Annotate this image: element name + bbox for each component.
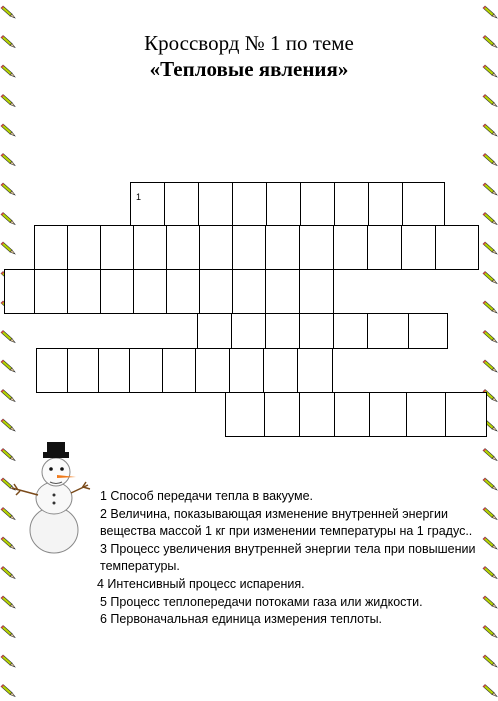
crossword-cell[interactable] [133, 225, 167, 270]
pencil-icon [1, 6, 15, 18]
pencil-icon [1, 154, 15, 166]
pencil-icon [483, 626, 497, 638]
pencil-icon [483, 360, 497, 372]
crossword-cell[interactable] [333, 313, 368, 349]
crossword-cell[interactable] [195, 348, 230, 393]
crossword-cell[interactable] [98, 348, 130, 393]
pencil-icon [1, 360, 15, 372]
pencil-icon [483, 685, 497, 697]
crossword-cell[interactable] [445, 392, 487, 437]
crossword-cell[interactable] [367, 225, 402, 270]
crossword-cell[interactable] [164, 182, 199, 226]
pencil-icon [1, 567, 15, 579]
pencil-border-left [0, 0, 16, 701]
crossword-cell[interactable] [299, 392, 335, 437]
crossword-cell[interactable] [129, 348, 163, 393]
crossword-cell[interactable] [199, 269, 233, 314]
crossword-cell[interactable] [406, 392, 446, 437]
pencil-icon [483, 567, 497, 579]
crossword-cell[interactable] [34, 225, 68, 270]
crossword-row-4 [197, 313, 448, 349]
pencil-icon [483, 183, 497, 195]
crossword-cell[interactable] [100, 269, 134, 314]
pencil-icon [1, 685, 15, 697]
crossword-cell[interactable] [266, 182, 301, 226]
pencil-icon [483, 596, 497, 608]
crossword-cell[interactable] [197, 313, 232, 349]
crossword-cell[interactable] [369, 392, 407, 437]
crossword-cell[interactable] [67, 348, 99, 393]
crossword-cell[interactable] [67, 269, 101, 314]
crossword-cell[interactable] [300, 182, 335, 226]
title-line-2: «Тепловые явления» [149, 57, 349, 81]
crossword-cell[interactable] [166, 269, 200, 314]
crossword-cell[interactable] [333, 225, 368, 270]
clue-4: 4 Интенсивный процесс испарения. [97, 576, 305, 591]
crossword-cell[interactable] [408, 313, 448, 349]
title-line-1: Кроссворд № 1 по теме [144, 31, 354, 55]
crossword-cell[interactable] [229, 348, 264, 393]
crossword-row-1 [130, 182, 445, 226]
crossword-cell[interactable] [334, 182, 369, 226]
crossword-cell[interactable] [34, 269, 68, 314]
pencil-icon [483, 478, 497, 490]
pencil-border-right [482, 0, 498, 701]
crossword-cell[interactable] [100, 225, 134, 270]
crossword-cell[interactable] [402, 182, 445, 226]
pencil-icon [1, 419, 15, 431]
crossword-row-5 [36, 348, 333, 393]
pencil-icon [483, 6, 497, 18]
pencil-icon [483, 154, 497, 166]
pencil-icon [1, 183, 15, 195]
crossword-cell[interactable] [299, 269, 334, 314]
crossword-cell[interactable] [130, 182, 165, 226]
crossword-cell[interactable] [299, 225, 334, 270]
pencil-icon [1, 242, 15, 254]
pencil-icon [483, 124, 497, 136]
crossword-cell[interactable] [199, 225, 233, 270]
crossword-cell[interactable] [297, 348, 333, 393]
pencil-icon [483, 95, 497, 107]
crossword-cell[interactable] [162, 348, 196, 393]
pencil-icon [483, 272, 497, 284]
pencil-icon [1, 626, 15, 638]
pencil-icon [483, 537, 497, 549]
pencil-icon [1, 124, 15, 136]
pencil-icon [1, 95, 15, 107]
snowman-icon [10, 440, 100, 555]
crossword-cell[interactable] [232, 269, 266, 314]
pencil-icon [1, 596, 15, 608]
crossword-row-2 [34, 225, 479, 270]
pencil-icon [483, 331, 497, 343]
crossword-cell[interactable] [67, 225, 101, 270]
clue-1: 1 Способ передачи тепла в вакууме. [100, 489, 314, 503]
crossword-cell[interactable] [232, 182, 267, 226]
cell-number: 1 [136, 192, 142, 202]
crossword-title [0, 30, 498, 82]
clue-6: 6 Первоначальная единица измерения теплоты. [100, 612, 383, 627]
crossword-cell[interactable] [401, 225, 436, 270]
pencil-icon [483, 449, 497, 461]
crossword-cell[interactable] [232, 225, 266, 270]
crossword-cell[interactable] [225, 392, 265, 437]
crossword-cell[interactable] [198, 182, 233, 226]
crossword-cell[interactable] [299, 313, 334, 349]
crossword-cell[interactable] [334, 392, 370, 437]
pencil-icon [483, 301, 497, 313]
pencil-icon [1, 331, 15, 343]
crossword-cell[interactable] [263, 348, 298, 393]
pencil-icon [1, 390, 15, 402]
crossword-cell[interactable] [264, 392, 300, 437]
crossword-cell[interactable] [368, 182, 403, 226]
pencil-icon [483, 655, 497, 667]
pencil-icon [483, 508, 497, 520]
crossword-cell[interactable] [4, 269, 35, 314]
pencil-icon [1, 655, 15, 667]
pencil-icon [1, 213, 15, 225]
crossword-cell[interactable] [265, 313, 300, 349]
crossword-cell[interactable] [36, 348, 68, 393]
crossword-cell[interactable] [166, 225, 200, 270]
clue-2: 2 Величина, показывающая изменение внутренней энергии вещества массой 1 кг при изменении температуры на 1 градус.. [100, 506, 473, 539]
clue-3: 3 Процесс увеличения внутренней энергии тела при повышении температуры. [100, 541, 476, 574]
clue-list [97, 488, 480, 629]
crossword-cell[interactable] [133, 269, 167, 314]
pencil-icon [483, 213, 497, 225]
crossword-row-3 [4, 269, 334, 314]
crossword-row-6 [225, 392, 487, 437]
clue-5: 5 Процесс теплопередачи потоками газа или жидкости. [100, 594, 423, 609]
crossword-cell[interactable] [435, 225, 479, 270]
crossword-cell[interactable] [265, 269, 300, 314]
crossword-cell[interactable] [231, 313, 266, 349]
crossword-cell[interactable] [367, 313, 409, 349]
crossword-cell[interactable] [265, 225, 300, 270]
pencil-icon [483, 242, 497, 254]
